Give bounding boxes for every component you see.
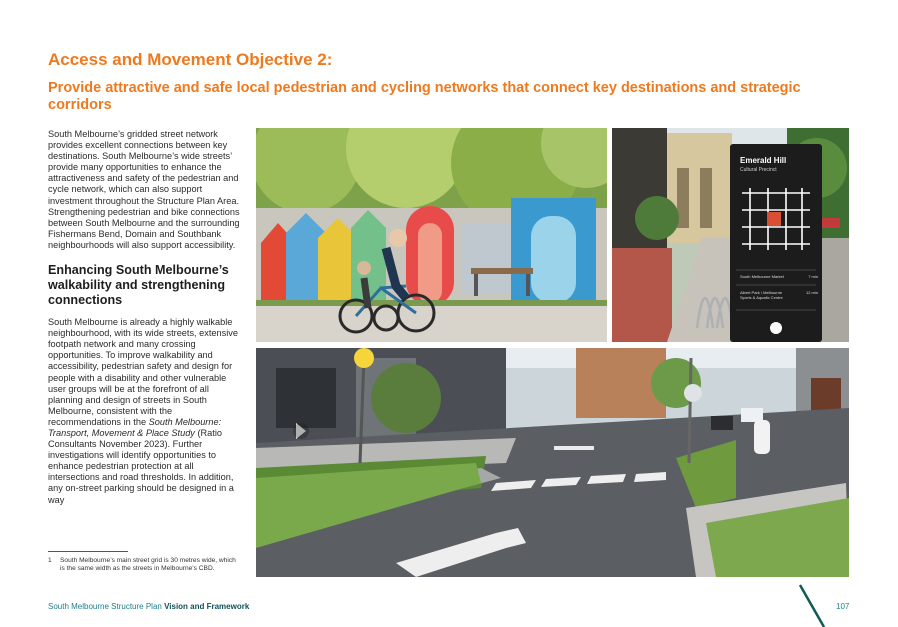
sign-entry-2-label: Albert Park / Melbourne Sports & Aquatic Centre bbox=[740, 290, 783, 300]
sign-entry-1 bbox=[740, 274, 818, 279]
page-number: 107 bbox=[836, 602, 850, 611]
footnote bbox=[48, 557, 238, 573]
sign-background bbox=[612, 128, 849, 342]
page-subheading: Provide attractive and safe local pedestrian and cycling networks that connect key destinations and strategic corridors bbox=[48, 80, 801, 113]
sign-entry-1-time: 7 min bbox=[808, 274, 818, 279]
sign-subtitle: Cultural Precinct bbox=[740, 167, 777, 173]
study-reference: South Melbourne: Transport, Movement & Place Study bbox=[48, 416, 222, 438]
sign-entry-1-label: South Melbourne Market bbox=[740, 274, 784, 279]
footnote-text: South Melbourne’s main street grid is 30 metres wide, which is the same width as the streets in Melbourne’s CBD. bbox=[60, 557, 236, 572]
photo-cyclists-sculptures bbox=[256, 128, 607, 342]
sign-title: Emerald Hill bbox=[740, 156, 787, 165]
footer-section: Vision and Framework bbox=[164, 602, 250, 611]
body-part-2: (Ratio Consultants November 2023). Further investigations will identify opportunities to enhance pedestrian protection at all intersections and road thresholds. In addition, any on-street parking should be designed in a way bbox=[48, 427, 234, 505]
body-paragraph bbox=[48, 317, 240, 506]
street-illustration bbox=[256, 348, 849, 577]
body-part-1: South Melbourne is already a highly walkable neighbourhood, with its wide streets, extensive footpath network and many crossing opportunities. To improve walkability and accessibility, pedestrian safety and design for people with a disability and other vulnerable user groups will be at the forefront of all planning and design of streets in South Melbourne, consistent with the recommendations in the bbox=[48, 317, 238, 427]
cyclists-illustration bbox=[256, 128, 607, 342]
photo-wayfinding-sign bbox=[612, 128, 849, 342]
footer-plan-title: South Melbourne Structure Plan bbox=[48, 602, 162, 611]
sign-entry-2 bbox=[740, 290, 818, 300]
text-column bbox=[48, 129, 240, 506]
section-heading: Enhancing South Melbourne’s walkability and strengthening connections bbox=[48, 263, 229, 308]
footer-slash-mark bbox=[796, 583, 830, 627]
sign-entry-2-time: 12 min bbox=[805, 290, 818, 295]
page-heading: Access and Movement Objective 2: bbox=[48, 50, 333, 69]
footer-plan-name bbox=[48, 602, 249, 611]
photo-street-crossing bbox=[256, 348, 849, 577]
footnote-number: 1 bbox=[48, 557, 52, 564]
intro-paragraph: South Melbourne’s gridded street network provides excellent connections between key destinations. South Melbourne’s wide streets’ provide many opportunities to enhance the attractiveness and safety of the pedestrian and cycle network, which can also support investment throughout the Structure Plan Area. Strengthening pedestrian and bike connections between South Melbourne and the surrounding Fishermans Bend, Domain and Southbank neighbourhoods will also support accessibility. bbox=[48, 129, 240, 250]
footnote-divider bbox=[48, 551, 128, 552]
